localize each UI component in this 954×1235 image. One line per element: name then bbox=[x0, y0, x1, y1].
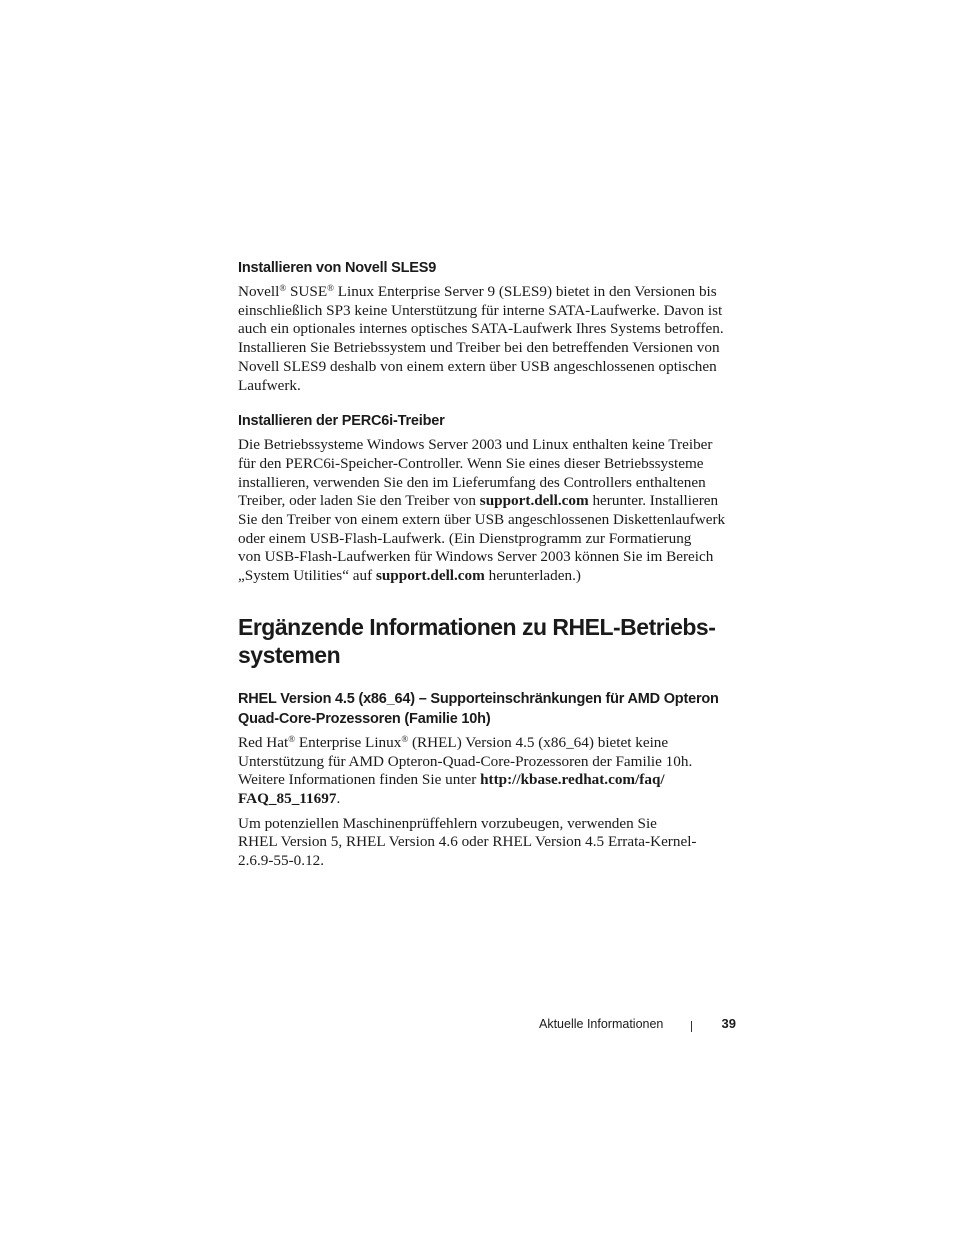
text-suse: SUSE bbox=[286, 283, 328, 300]
text-line: von USB-Flash-Laufwerken für Windows Server 2003 können Sie im Bereich bbox=[238, 548, 714, 566]
text-line: (RHEL) Version 4.5 (x86_64) bietet keine bbox=[408, 733, 669, 751]
text-line: Sie den Treiber von einem extern über USB angeschlossenen Diskettenlaufwerk bbox=[238, 511, 726, 529]
heading-line: systemen bbox=[238, 641, 341, 668]
registered-mark: ® bbox=[401, 733, 409, 744]
support-dell-link[interactable]: support.dell.com bbox=[479, 492, 589, 510]
footer-title: Aktuelle Informationen bbox=[539, 1017, 664, 1031]
text-line: Weitere Informationen finden Sie unter bbox=[238, 771, 481, 789]
text-redhat: Red Hat bbox=[238, 733, 289, 751]
paragraph-sles9 bbox=[238, 283, 738, 395]
paragraph-perc6i bbox=[238, 436, 738, 586]
registered-mark: ® bbox=[279, 283, 287, 293]
text-line: installieren, verwenden Sie den im Lieferumfang des Controllers enthaltenen bbox=[238, 473, 706, 491]
section-heading-sles9: Installieren von Novell SLES9 bbox=[238, 260, 437, 276]
support-dell-link[interactable]: support.dell.com bbox=[375, 567, 485, 585]
section-heading-perc6i: Installieren der PERC6i-Treiber bbox=[238, 413, 445, 430]
text-line: Installieren Sie Betriebssystem und Treiber bei den betreffenden Versionen von bbox=[238, 339, 720, 357]
text-line: „System Utilities“ auf bbox=[238, 567, 376, 585]
text-line: herunterladen.) bbox=[484, 567, 581, 585]
page-number: 39 bbox=[721, 1016, 736, 1031]
text-novell: Novell bbox=[238, 283, 280, 300]
text-line: herunter. Installieren bbox=[588, 492, 719, 510]
text-line: Die Betriebssysteme Windows Server 2003 und Linux enthalten keine Treiber bbox=[238, 436, 713, 454]
text-line: Novell SLES9 deshalb von einem extern über USB angeschlossenen optischen bbox=[238, 357, 717, 375]
footer-separator bbox=[691, 1021, 692, 1032]
heading-line: RHEL Version 4.5 (x86_64) – Supporteinschränkungen für AMD Opteron bbox=[238, 690, 719, 707]
text-line: 2.6.9-55-0.12. bbox=[238, 852, 325, 870]
text-line: RHEL Version 5, RHEL Version 4.6 oder RHEL Version 4.5 Errata-Kernel- bbox=[238, 833, 697, 851]
text-line: Unterstützung für AMD Opteron-Quad-Core-Prozessoren der Familie 10h. bbox=[238, 752, 693, 770]
text-line: einschließlich SP3 keine Unterstützung für interne SATA-Laufwerke. Davon ist bbox=[238, 301, 723, 319]
text-line: für den PERC6i-Speicher-Controller. Wenn Sie eines dieser Betriebssysteme bbox=[238, 454, 704, 472]
text-line: Linux Enterprise Server 9 (SLES9) bietet in den Versionen bis bbox=[333, 283, 717, 300]
paragraph-rhel-recommendation bbox=[238, 815, 738, 871]
text-line: Um potenziellen Maschinenprüffehlern vorzubeugen, verwenden Sie bbox=[238, 814, 657, 832]
text-line: . bbox=[336, 789, 341, 807]
redhat-kbase-link[interactable]: http://kbase.redhat.com/faq/ bbox=[480, 771, 665, 789]
main-heading-rhel bbox=[238, 613, 738, 669]
section-heading-rhel45 bbox=[238, 689, 738, 729]
text-line: Laufwerk. bbox=[238, 376, 301, 394]
page-footer bbox=[539, 1015, 736, 1035]
text-line: auch ein optionales internes optisches SATA-Laufwerk Ihres Systems betroffen. bbox=[238, 320, 724, 338]
registered-mark: ® bbox=[327, 283, 334, 293]
redhat-faq-link[interactable]: FAQ_85_11697 bbox=[238, 789, 337, 807]
text-enterprise-linux: Enterprise Linux bbox=[295, 733, 402, 751]
registered-mark: ® bbox=[288, 733, 296, 744]
text-line: oder einem USB-Flash-Laufwerk. (Ein Dienstprogramm zur Formatierung bbox=[238, 529, 692, 547]
paragraph-rhel-support bbox=[238, 734, 738, 809]
page-content bbox=[238, 258, 738, 871]
text-line: Treiber, oder laden Sie den Treiber von bbox=[238, 492, 480, 510]
heading-line: Quad-Core-Prozessoren (Familie 10h) bbox=[238, 710, 491, 727]
heading-line: Ergänzende Informationen zu RHEL-Betriebs- bbox=[238, 613, 716, 640]
